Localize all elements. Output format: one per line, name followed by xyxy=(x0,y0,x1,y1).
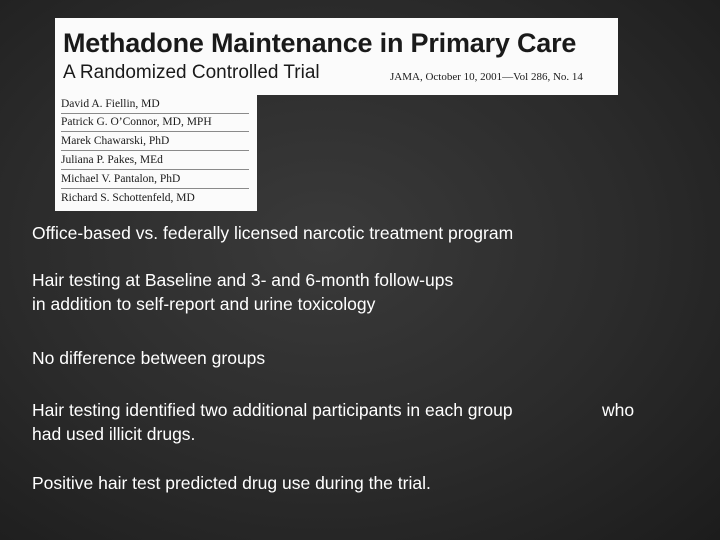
bullet-line: in addition to self-report and urine toxicology xyxy=(32,294,376,314)
bullet-point xyxy=(32,268,453,316)
article-title: Methadone Maintenance in Primary Care xyxy=(63,28,577,58)
author-name: Richard S. Schottenfeld, MD xyxy=(61,192,195,204)
author-name: Patrick G. O’Connor, MD, MPH xyxy=(61,114,249,132)
bullet-point xyxy=(32,346,265,370)
bullet-line: Positive hair test predicted drug use during the trial. xyxy=(32,473,431,493)
bullet-point xyxy=(32,471,431,495)
bullet-line: Office-based vs. federally licensed narcotic treatment program xyxy=(32,223,514,243)
author-name: Juliana P. Pakes, MEd xyxy=(61,152,249,170)
journal-citation: JAMA, October 10, 2001—Vol 286, No. 14 xyxy=(390,71,583,83)
bullet-point xyxy=(32,398,513,446)
bullet-line: Hair testing at Baseline and 3- and 6-month follow-ups xyxy=(32,270,454,290)
author-name: David A. Fiellin, MD xyxy=(61,96,249,114)
bullet-line: had used illicit drugs. xyxy=(32,424,196,444)
trailing-word: who xyxy=(602,400,635,420)
author-name: Marek Chawarski, PhD xyxy=(61,133,249,151)
bullet-line: Hair testing identified two additional participants in each group xyxy=(32,400,513,420)
article-subtitle: A Randomized Controlled Trial xyxy=(63,62,320,83)
bullet-line: No difference between groups xyxy=(32,348,266,368)
author-list xyxy=(55,95,257,211)
author-name: Michael V. Pantalon, PhD xyxy=(61,171,249,189)
article-title-image xyxy=(55,18,618,95)
bullet-point xyxy=(32,221,513,245)
